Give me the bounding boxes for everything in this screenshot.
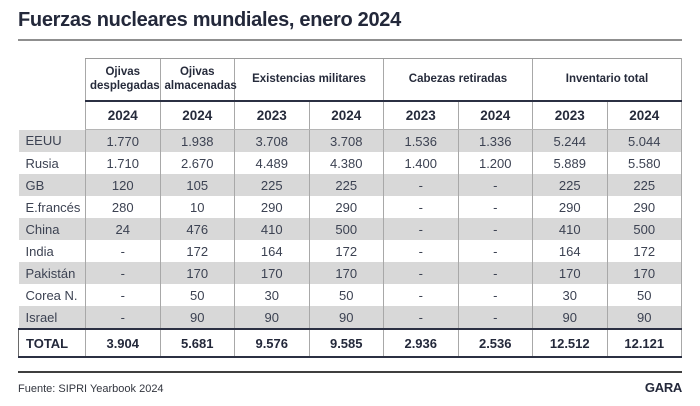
table-row-israel	[19, 306, 682, 329]
country-cell: Pakistán	[19, 262, 86, 284]
infographic	[18, 0, 682, 395]
value-cell: -	[458, 174, 533, 196]
value-cell: 90	[533, 306, 608, 329]
value-cell: 1.536	[384, 130, 459, 153]
total-value-cell: 5.681	[160, 329, 235, 357]
source-note: Fuente: SIPRI Yearbook 2024	[18, 383, 164, 395]
value-cell: 5.889	[533, 152, 608, 174]
value-cell: 290	[533, 196, 608, 218]
value-cell: 225	[235, 174, 310, 196]
value-cell: 50	[309, 284, 384, 306]
group-header-row	[19, 59, 682, 102]
value-cell: 1.710	[86, 152, 161, 174]
year-header: 2024	[607, 101, 682, 130]
value-cell: 172	[160, 240, 235, 262]
total-value-cell: 2.936	[384, 329, 459, 357]
group-header-cabezas-retiradas: Cabezas retiradas	[384, 59, 533, 102]
data-table	[18, 58, 682, 358]
table-row-rusia	[19, 152, 682, 174]
country-cell: China	[19, 218, 86, 240]
table-row-francia	[19, 196, 682, 218]
table-row-pakistan	[19, 262, 682, 284]
group-header-ojivas-desplegadas: Ojivas desplegadas	[86, 59, 161, 102]
value-cell: 290	[607, 196, 682, 218]
value-cell: -	[458, 218, 533, 240]
table-row-eeuu	[19, 130, 682, 153]
year-header: 2024	[309, 101, 384, 130]
value-cell: -	[384, 218, 459, 240]
footer-divider	[18, 371, 682, 373]
title-divider	[18, 39, 682, 41]
value-cell: -	[458, 284, 533, 306]
value-cell: -	[458, 262, 533, 284]
value-cell: 1.400	[384, 152, 459, 174]
value-cell: 500	[309, 218, 384, 240]
value-cell: 170	[309, 262, 384, 284]
value-cell: 50	[160, 284, 235, 306]
value-cell: 225	[607, 174, 682, 196]
value-cell: 410	[533, 218, 608, 240]
value-cell: -	[384, 240, 459, 262]
value-cell: 105	[160, 174, 235, 196]
value-cell: 1.200	[458, 152, 533, 174]
value-cell: 4.380	[309, 152, 384, 174]
value-cell: 5.244	[533, 130, 608, 153]
corner-cell	[19, 59, 86, 102]
year-header: 2023	[235, 101, 310, 130]
value-cell: 170	[533, 262, 608, 284]
value-cell: 120	[86, 174, 161, 196]
page-title: Fuerzas nucleares mundiales, enero 2024	[18, 9, 401, 31]
value-cell: 4.489	[235, 152, 310, 174]
year-header-row	[19, 101, 682, 130]
value-cell: 30	[235, 284, 310, 306]
value-cell: 2.670	[160, 152, 235, 174]
value-cell: 164	[235, 240, 310, 262]
total-value-cell: 9.576	[235, 329, 310, 357]
value-cell: 3.708	[235, 130, 310, 153]
value-cell: 3.708	[309, 130, 384, 153]
table-row-corea-n	[19, 284, 682, 306]
value-cell: -	[458, 196, 533, 218]
table-row-total	[19, 329, 682, 357]
value-cell: 170	[607, 262, 682, 284]
total-value-cell: 9.585	[309, 329, 384, 357]
value-cell: 90	[607, 306, 682, 329]
country-cell: Corea N.	[25, 287, 78, 303]
value-cell: -	[458, 240, 533, 262]
value-cell: 90	[309, 306, 384, 329]
year-header: 2023	[384, 101, 459, 130]
value-cell: 225	[309, 174, 384, 196]
corner-cell	[19, 101, 86, 130]
value-cell: 280	[86, 196, 161, 218]
total-value-cell: 3.904	[86, 329, 161, 357]
value-cell: 164	[533, 240, 608, 262]
total-value-cell: 12.512	[533, 329, 608, 357]
value-cell: 5.580	[607, 152, 682, 174]
value-cell: 10	[160, 196, 235, 218]
value-cell: 24	[86, 218, 161, 240]
year-header: 2024	[160, 101, 235, 130]
country-cell: Israel	[19, 306, 86, 329]
year-header: 2024	[86, 101, 161, 130]
country-cell: India	[25, 243, 54, 259]
value-cell: 1.336	[458, 130, 533, 153]
country-cell: EEUU	[19, 130, 86, 153]
value-cell: 170	[160, 262, 235, 284]
value-cell: 1.938	[160, 130, 235, 153]
value-cell: -	[384, 284, 459, 306]
year-header: 2024	[458, 101, 533, 130]
value-cell: -	[86, 306, 161, 329]
value-cell: 225	[533, 174, 608, 196]
value-cell: 90	[160, 306, 235, 329]
group-header-ojivas-almacenadas: Ojivas almacenadas	[160, 59, 235, 102]
value-cell: -	[458, 306, 533, 329]
value-cell: -	[86, 262, 161, 284]
footer	[18, 380, 682, 395]
gara-logo: GARA	[644, 380, 682, 395]
group-header-inventario-total: Inventario total	[533, 59, 682, 102]
value-cell: 290	[309, 196, 384, 218]
value-cell: -	[86, 284, 161, 306]
value-cell: 500	[607, 218, 682, 240]
value-cell: 410	[235, 218, 310, 240]
value-cell: 1.770	[86, 130, 161, 153]
value-cell: 172	[607, 240, 682, 262]
total-value-cell: 2.536	[458, 329, 533, 357]
value-cell: 50	[607, 284, 682, 306]
country-cell: GB	[19, 174, 86, 196]
table-row-gb	[19, 174, 682, 196]
value-cell: -	[86, 240, 161, 262]
value-cell: -	[384, 174, 459, 196]
value-cell: 5.044	[607, 130, 682, 153]
group-header-existencias-militares: Existencias militares	[235, 59, 384, 102]
value-cell: 172	[309, 240, 384, 262]
value-cell: 170	[235, 262, 310, 284]
country-cell: E.francés	[25, 199, 81, 215]
year-header: 2023	[533, 101, 608, 130]
value-cell: 90	[235, 306, 310, 329]
table-row-india	[19, 240, 682, 262]
table-row-china	[19, 218, 682, 240]
total-value-cell: 12.121	[607, 329, 682, 357]
value-cell: -	[384, 306, 459, 329]
total-label-cell: TOTAL	[19, 329, 86, 357]
value-cell: 30	[533, 284, 608, 306]
value-cell: 476	[160, 218, 235, 240]
value-cell: 290	[235, 196, 310, 218]
value-cell: -	[384, 262, 459, 284]
country-cell: Rusia	[25, 155, 59, 171]
value-cell: -	[384, 196, 459, 218]
